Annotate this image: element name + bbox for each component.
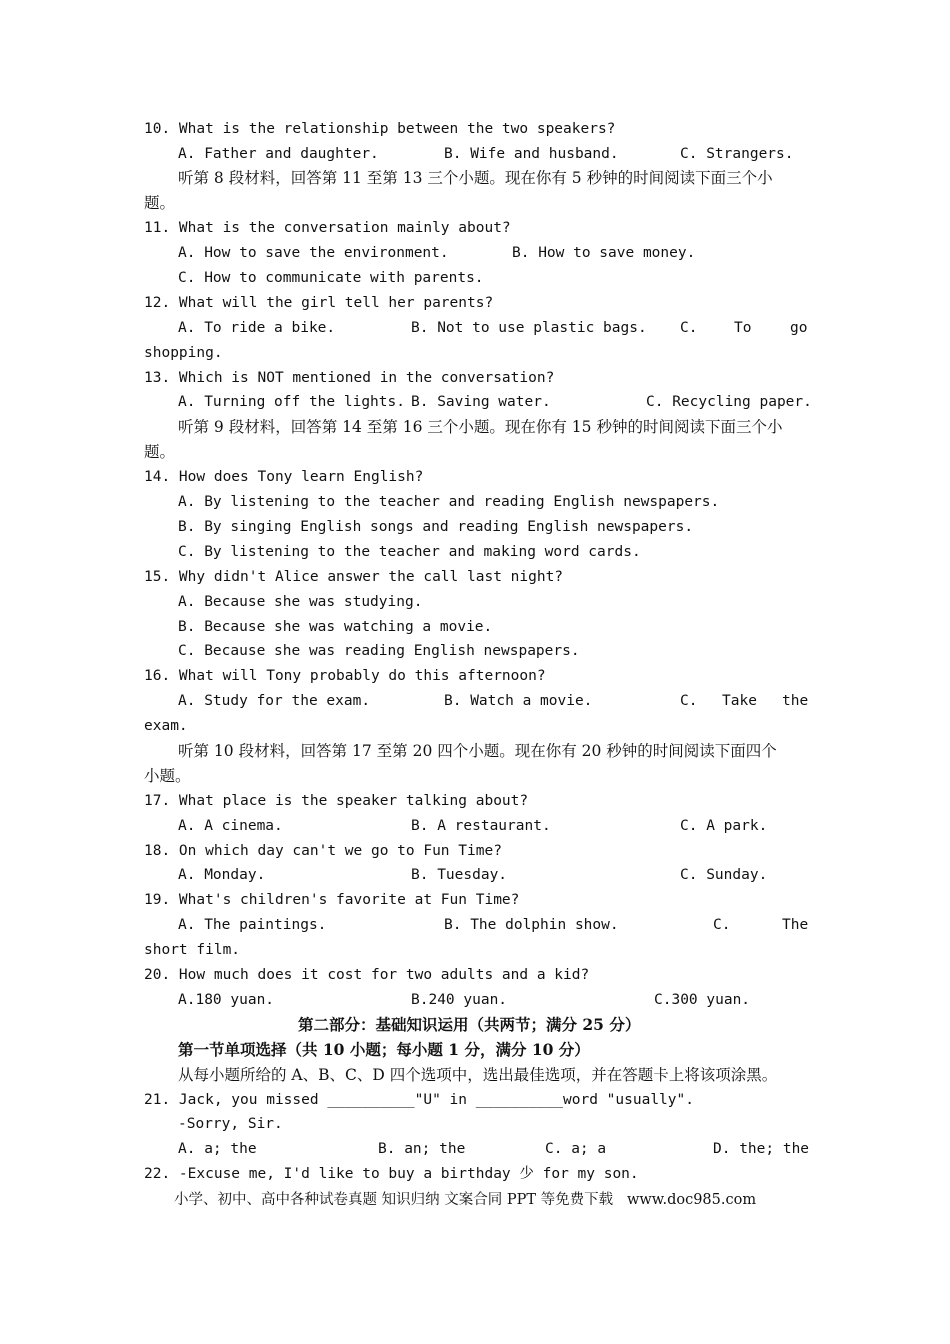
question-11-option-c: C. How to communicate with parents. xyxy=(178,270,484,286)
section-8-instruction-cont: 题。 xyxy=(144,194,176,212)
question-10-stem: 10. What is the relationship between the two speakers? xyxy=(144,121,616,137)
question-12-option-c-cont: shopping. xyxy=(144,345,223,361)
question-17-option-c: C. A park. xyxy=(680,818,768,834)
question-10-option-c: C. Strangers. xyxy=(680,146,794,162)
section-8-instruction: 听第 8 段材料，回答第 11 至第 13 三个小题。现在你有 5 秒钟的时间阅读下面三个小 xyxy=(178,169,773,187)
question-17-option-a: A. A cinema. xyxy=(178,818,283,834)
question-12-option-c-label: C. xyxy=(680,320,698,336)
question-20-stem: 20. How much does it cost for two adults and a kid? xyxy=(144,967,590,983)
question-14-option-a: A. By listening to the teacher and reading English newspapers. xyxy=(178,494,720,510)
section-9-instruction: 听第 9 段材料，回答第 14 至第 16 三个小题。现在你有 15 秒钟的时间阅读下面三个小 xyxy=(178,418,783,436)
question-21-reply: -Sorry, Sir. xyxy=(178,1116,283,1132)
question-12-option-a: A. To ride a bike. xyxy=(178,320,336,336)
section-10-instruction-cont: 小题。 xyxy=(144,767,191,785)
question-15-option-b: B. Because she was watching a movie. xyxy=(178,619,493,635)
question-21-option-c: C. a; a xyxy=(545,1141,607,1157)
question-16-option-a: A. Study for the exam. xyxy=(178,693,371,709)
question-14-option-b: B. By singing English songs and reading English newspapers. xyxy=(178,519,694,535)
question-20-option-a: A.180 yuan. xyxy=(178,992,275,1008)
question-21-option-a: A. a; the xyxy=(178,1141,257,1157)
question-16-option-c-cont: exam. xyxy=(144,718,188,734)
question-12-option-b: B. Not to use plastic bags. xyxy=(411,320,647,336)
question-19-option-a: A. The paintings. xyxy=(178,917,327,933)
question-16-option-c-label: C. xyxy=(680,693,698,709)
question-18-option-b: B. Tuesday. xyxy=(411,867,508,883)
question-11-option-a: A. How to save the environment. xyxy=(178,245,449,261)
question-10-option-a: A. Father and daughter. xyxy=(178,146,379,162)
question-19-option-c-cont: short film. xyxy=(144,942,241,958)
question-21-stem: 21. Jack, you missed __________"U" in __________word "usually". xyxy=(144,1092,694,1108)
question-21-option-d: D. the; the xyxy=(713,1141,810,1157)
question-10-option-b: B. Wife and husband. xyxy=(444,146,619,162)
question-15-stem: 15. Why didn't Alice answer the call last night? xyxy=(144,569,564,585)
question-22-stem: 22. -Excuse me, I'd like to buy a birthday 少 for my son. xyxy=(144,1166,639,1182)
section-1-instruction: 从每小题所给的 A、B、C、D 四个选项中，选出最佳选项，并在答题卡上将该项涂黑。 xyxy=(178,1066,778,1084)
question-19-option-c-word: The xyxy=(782,917,809,933)
question-11-stem: 11. What is the conversation mainly about? xyxy=(144,220,511,236)
question-19-stem: 19. What's children's favorite at Fun Time? xyxy=(144,892,520,908)
question-18-stem: 18. On which day can't we go to Fun Time? xyxy=(144,843,502,859)
question-20-option-c: C.300 yuan. xyxy=(654,992,751,1008)
question-14-option-c: C. By listening to the teacher and making word cards. xyxy=(178,544,641,560)
question-13-option-c: C. Recycling paper. xyxy=(646,394,812,410)
question-12-option-c-word: To xyxy=(734,320,752,336)
section-1-heading: 第一节单项选择（共 10 小题；每小题 1 分，满分 10 分） xyxy=(178,1040,590,1059)
question-15-option-c: C. Because she was reading English newspapers. xyxy=(178,643,580,659)
question-16-option-c-word: the xyxy=(782,693,809,709)
question-19-option-b: B. The dolphin show. xyxy=(444,917,619,933)
question-16-option-c-word: Take xyxy=(722,693,757,709)
section-10-instruction: 听第 10 段材料，回答第 17 至第 20 四个小题。现在你有 20 秒钟的时间阅读下面四个 xyxy=(178,742,777,760)
question-13-option-a: A. Turning off the lights. xyxy=(178,394,405,410)
part-2-heading: 第二部分：基础知识运用（共两节；满分 25 分） xyxy=(298,1015,641,1034)
page-footer: 小学、初中、高中各种试卷真题 知识归纳 文案合同 PPT 等免费下载 www.doc985.com xyxy=(174,1192,757,1208)
question-18-option-c: C. Sunday. xyxy=(680,867,768,883)
question-19-option-c-label: C. xyxy=(713,917,731,933)
question-12-option-c-word: go xyxy=(790,320,808,336)
question-16-stem: 16. What will Tony probably do this afternoon? xyxy=(144,668,546,684)
question-17-option-b: B. A restaurant. xyxy=(411,818,551,834)
question-12-stem: 12. What will the girl tell her parents? xyxy=(144,295,494,311)
question-13-option-b: B. Saving water. xyxy=(411,394,551,410)
question-16-option-b: B. Watch a movie. xyxy=(444,693,593,709)
question-20-option-b: B.240 yuan. xyxy=(411,992,508,1008)
question-11-option-b: B. How to save money. xyxy=(512,245,696,261)
question-17-stem: 17. What place is the speaker talking about? xyxy=(144,793,529,809)
question-15-option-a: A. Because she was studying. xyxy=(178,594,423,610)
question-14-stem: 14. How does Tony learn English? xyxy=(144,469,424,485)
question-13-stem: 13. Which is NOT mentioned in the conversation? xyxy=(144,370,555,386)
question-18-option-a: A. Monday. xyxy=(178,867,266,883)
question-21-option-b: B. an; the xyxy=(378,1141,466,1157)
section-9-instruction-cont: 题。 xyxy=(144,443,176,461)
